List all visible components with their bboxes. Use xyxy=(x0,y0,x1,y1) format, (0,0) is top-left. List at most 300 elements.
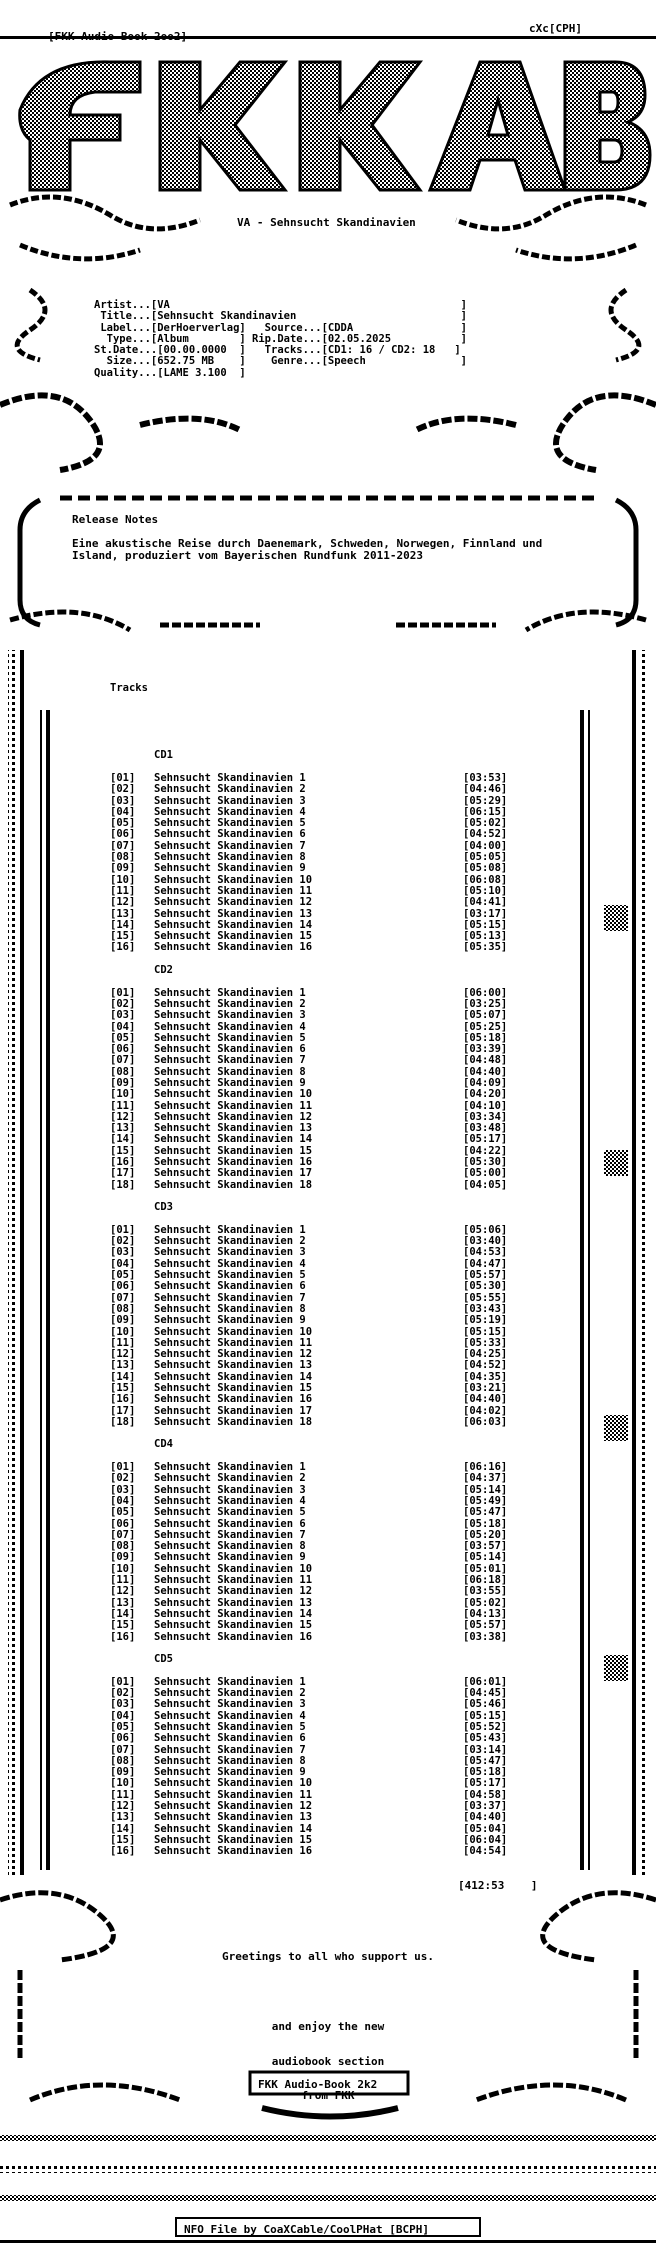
track-duration: [03:21] xyxy=(463,1382,508,1394)
track-row xyxy=(110,1846,543,1857)
track-number: [09] xyxy=(110,1551,136,1564)
track-title: Sehnsucht Skandinavien 15 xyxy=(154,1382,313,1394)
track-duration: [05:33] xyxy=(463,1336,508,1349)
track-number: [18] xyxy=(110,1415,136,1428)
track-duration: [05:19] xyxy=(463,1314,508,1327)
track-title: Sehnsucht Skandinavien 6 xyxy=(154,828,306,841)
track-duration: [05:05] xyxy=(463,851,508,864)
track-number: [04] xyxy=(110,1257,136,1270)
notes-top-swirls xyxy=(0,395,656,470)
enjoy-text xyxy=(0,1998,656,2113)
track-title: Sehnsucht Skandinavien 17 xyxy=(154,1167,313,1180)
track-number: [14] xyxy=(110,1133,136,1146)
ripper-credit: cXc[CPH] xyxy=(529,22,582,35)
track-title: Sehnsucht Skandinavien 11 xyxy=(154,1574,313,1587)
track-number: [16] xyxy=(110,941,136,954)
track-row xyxy=(110,1394,543,1405)
track-duration: [05:14] xyxy=(463,1483,508,1496)
track-duration: [05:15] xyxy=(463,1709,508,1722)
track-title: Sehnsucht Skandinavien 10 xyxy=(154,1325,313,1338)
track-title: Sehnsucht Skandinavien 14 xyxy=(154,1370,313,1383)
total-duration: [412:53 ] xyxy=(458,1879,538,1892)
track-title: Sehnsucht Skandinavien 5 xyxy=(154,1506,306,1519)
track-number: [15] xyxy=(110,1382,136,1394)
track-row xyxy=(110,863,543,874)
track-title: Sehnsucht Skandinavien 8 xyxy=(154,851,306,864)
track-number: [14] xyxy=(110,1607,136,1620)
greetings: Greetings to all who support us. xyxy=(222,1950,434,1963)
track-number: [08] xyxy=(110,1540,136,1553)
track-duration: [06:08] xyxy=(463,873,508,886)
track-title: Sehnsucht Skandinavien 16 xyxy=(154,1393,313,1406)
track-row xyxy=(110,1360,543,1371)
track-duration: [04:40] xyxy=(463,1065,508,1078)
track-title: Sehnsucht Skandinavien 16 xyxy=(154,941,313,954)
track-title: Sehnsucht Skandinavien 7 xyxy=(154,1054,306,1067)
track-number: [06] xyxy=(110,828,136,841)
track-number: [13] xyxy=(110,1596,136,1609)
track-number: [12] xyxy=(110,1799,136,1812)
track-number: [08] xyxy=(110,1302,136,1315)
track-title: Sehnsucht Skandinavien 14 xyxy=(154,1133,313,1146)
track-number: [03] xyxy=(110,794,136,807)
track-title: Sehnsucht Skandinavien 10 xyxy=(154,1777,313,1790)
track-row xyxy=(110,1417,543,1428)
track-number: [02] xyxy=(110,783,136,796)
track-number: [13] xyxy=(110,1359,136,1372)
track-duration: [05:47] xyxy=(463,1506,508,1519)
track-title: Sehnsucht Skandinavien 16 xyxy=(154,1156,313,1169)
enjoy-line: audiobook section xyxy=(271,2054,385,2068)
track-duration: [05:00] xyxy=(463,1167,508,1180)
track-duration: [04:40] xyxy=(463,1393,508,1406)
track-row xyxy=(110,1733,543,1744)
track-duration: [03:38] xyxy=(463,1630,508,1643)
track-duration: [04:52] xyxy=(463,828,508,841)
track-title: Sehnsucht Skandinavien 11 xyxy=(154,884,313,897)
track-title: Sehnsucht Skandinavien 10 xyxy=(154,873,313,886)
track-row xyxy=(110,1620,543,1631)
info-line: Artist...[VA ] xyxy=(94,299,467,311)
track-row xyxy=(110,1168,543,1179)
track-title: Sehnsucht Skandinavien 8 xyxy=(154,1754,306,1767)
track-duration: [05:49] xyxy=(463,1494,508,1507)
track-duration: [05:47] xyxy=(463,1754,508,1767)
track-title: Sehnsucht Skandinavien 2 xyxy=(154,1235,306,1248)
track-title: Sehnsucht Skandinavien 18 xyxy=(154,1178,313,1191)
track-duration: [03:34] xyxy=(463,1110,508,1123)
track-duration: [06:18] xyxy=(463,1574,508,1587)
track-title: Sehnsucht Skandinavien 1 xyxy=(154,1675,306,1688)
cd-label: CD1 xyxy=(154,749,173,762)
track-row xyxy=(110,1089,543,1100)
track-title: Sehnsucht Skandinavien 1 xyxy=(154,771,306,784)
track-number: [18] xyxy=(110,1178,136,1191)
track-title: Sehnsucht Skandinavien 9 xyxy=(154,1551,306,1564)
track-title: Sehnsucht Skandinavien 1 xyxy=(154,986,306,999)
track-duration: [04:53] xyxy=(463,1246,508,1259)
tracklist xyxy=(110,660,543,1880)
track-number: [09] xyxy=(110,1076,136,1089)
track-duration: [04:25] xyxy=(463,1348,508,1361)
track-number: [11] xyxy=(110,1336,136,1349)
track-duration: [05:52] xyxy=(463,1720,508,1733)
track-duration: [04:35] xyxy=(463,1370,508,1383)
track-duration: [04:20] xyxy=(463,1088,508,1101)
track-title: Sehnsucht Skandinavien 6 xyxy=(154,1732,306,1745)
track-title: Sehnsucht Skandinavien 3 xyxy=(154,1009,306,1022)
track-row xyxy=(110,1055,543,1066)
track-number: [11] xyxy=(110,1099,136,1112)
track-number: [05] xyxy=(110,1031,136,1044)
track-duration: [05:46] xyxy=(463,1698,508,1711)
info-line: Title...[Sehnsucht Skandinavien ] xyxy=(94,310,467,323)
track-title: Sehnsucht Skandinavien 5 xyxy=(154,1031,306,1044)
tracks-top-swirls xyxy=(10,612,646,630)
track-duration: [04:13] xyxy=(463,1607,508,1620)
track-number: [12] xyxy=(110,1585,136,1598)
track-duration: [05:18] xyxy=(463,1517,508,1530)
track-duration: [03:14] xyxy=(463,1743,508,1756)
track-number: [11] xyxy=(110,1788,136,1801)
track-number: [14] xyxy=(110,918,136,931)
enjoy-line: and enjoy the new xyxy=(271,2020,385,2033)
track-title: Sehnsucht Skandinavien 14 xyxy=(154,918,313,931)
track-number: [09] xyxy=(110,1766,136,1779)
track-duration: [05:25] xyxy=(463,1020,508,1033)
notes-heading: Release Notes xyxy=(72,513,159,526)
info-line: Label...[DerHoerverlag] Source...[CDDA ] xyxy=(94,321,467,334)
track-number: [07] xyxy=(110,839,136,852)
track-row xyxy=(110,1315,543,1326)
track-duration: [04:41] xyxy=(463,896,508,909)
track-number: [06] xyxy=(110,1043,136,1056)
track-title: Sehnsucht Skandinavien 13 xyxy=(154,1122,313,1135)
track-number: [04] xyxy=(110,1020,136,1033)
track-duration: [05:02] xyxy=(463,1596,508,1609)
track-duration: [05:07] xyxy=(463,1009,508,1022)
logo-text xyxy=(0,0,1,1)
track-title: Sehnsucht Skandinavien 12 xyxy=(154,1110,313,1123)
track-number: [03] xyxy=(110,1246,136,1259)
track-number: [04] xyxy=(110,1494,136,1507)
track-title: Sehnsucht Skandinavien 12 xyxy=(154,1348,313,1361)
track-number: [04] xyxy=(110,805,136,818)
track-title: Sehnsucht Skandinavien 12 xyxy=(154,1585,313,1598)
track-duration: [04:02] xyxy=(463,1404,508,1417)
info-line: Quality...[LAME 3.100 ] xyxy=(94,366,246,379)
track-duration: [04:00] xyxy=(463,839,508,852)
track-number: [10] xyxy=(110,1562,136,1575)
track-duration: [05:13] xyxy=(463,930,508,943)
track-row xyxy=(110,897,543,908)
track-duration: [05:55] xyxy=(463,1291,508,1304)
track-title: Sehnsucht Skandinavien 4 xyxy=(154,805,306,818)
track-title: Sehnsucht Skandinavien 14 xyxy=(154,1822,313,1835)
track-row xyxy=(110,1778,543,1789)
track-number: [16] xyxy=(110,1630,136,1643)
track-number: [01] xyxy=(110,986,136,999)
track-number: [12] xyxy=(110,896,136,909)
track-duration: [05:08] xyxy=(463,862,508,875)
track-duration: [05:43] xyxy=(463,1732,508,1745)
track-number: [01] xyxy=(110,1675,136,1688)
track-title: Sehnsucht Skandinavien 8 xyxy=(154,1065,306,1078)
track-title: Sehnsucht Skandinavien 3 xyxy=(154,1483,306,1496)
track-title: Sehnsucht Skandinavien 13 xyxy=(154,1811,313,1824)
track-duration: [04:40] xyxy=(463,1811,508,1824)
track-row xyxy=(110,942,543,953)
track-duration: [03:40] xyxy=(463,1235,508,1248)
track-duration: [05:57] xyxy=(463,1619,508,1632)
group-tag: [FKK Audio Book 2oo2] xyxy=(48,30,188,43)
track-row xyxy=(110,1507,543,1518)
track-title: Sehnsucht Skandinavien 7 xyxy=(154,839,306,852)
track-duration: [04:37] xyxy=(463,1472,508,1485)
track-title: Sehnsucht Skandinavien 16 xyxy=(154,1630,313,1643)
track-number: [03] xyxy=(110,1483,136,1496)
track-title: Sehnsucht Skandinavien 14 xyxy=(154,1607,313,1620)
track-title: Sehnsucht Skandinavien 15 xyxy=(154,1144,313,1157)
track-number: [12] xyxy=(110,1110,136,1123)
track-duration: [03:57] xyxy=(463,1540,508,1553)
track-duration: [05:18] xyxy=(463,1031,508,1044)
track-duration: [04:48] xyxy=(463,1054,508,1067)
track-number: [12] xyxy=(110,1348,136,1361)
track-number: [15] xyxy=(110,1833,136,1846)
info-line: Size...[652.75 MB ] Genre...[Speech ] xyxy=(94,355,467,368)
track-number: [10] xyxy=(110,1325,136,1338)
track-number: [06] xyxy=(110,1280,136,1293)
track-title: Sehnsucht Skandinavien 4 xyxy=(154,1494,306,1507)
track-number: [15] xyxy=(110,1619,136,1632)
track-title: Sehnsucht Skandinavien 16 xyxy=(154,1845,313,1858)
track-title: Sehnsucht Skandinavien 12 xyxy=(154,1799,313,1812)
track-title: Sehnsucht Skandinavien 12 xyxy=(154,896,313,909)
track-duration: [05:57] xyxy=(463,1269,508,1282)
track-number: [05] xyxy=(110,1269,136,1282)
track-number: [01] xyxy=(110,1461,136,1474)
track-number: [02] xyxy=(110,1472,136,1485)
track-title: Sehnsucht Skandinavien 7 xyxy=(154,1291,306,1304)
track-title: Sehnsucht Skandinavien 10 xyxy=(154,1088,313,1101)
track-title: Sehnsucht Skandinavien 17 xyxy=(154,1404,313,1417)
track-row xyxy=(110,1632,543,1643)
track-title: Sehnsucht Skandinavien 2 xyxy=(154,783,306,796)
track-title: Sehnsucht Skandinavien 15 xyxy=(154,1619,313,1632)
enjoy-line: from FKK xyxy=(301,2089,355,2102)
track-duration: [05:02] xyxy=(463,817,508,830)
info-line: St.Date...[00.00.0000 ] Tracks...[CD1: 16 / CD2: 18 ] xyxy=(94,344,461,357)
track-duration: [05:15] xyxy=(463,918,508,931)
cd-label: CD4 xyxy=(154,1438,173,1451)
track-title: Sehnsucht Skandinavien 7 xyxy=(154,1743,306,1756)
track-title: Sehnsucht Skandinavien 11 xyxy=(154,1336,313,1349)
track-row xyxy=(110,1586,543,1597)
track-number: [13] xyxy=(110,907,136,920)
track-duration: [04:09] xyxy=(463,1076,508,1089)
track-number: [10] xyxy=(110,873,136,886)
track-number: [01] xyxy=(110,771,136,784)
track-number: [07] xyxy=(110,1743,136,1756)
track-row xyxy=(110,784,543,795)
track-duration: [05:30] xyxy=(463,1156,508,1169)
track-number: [03] xyxy=(110,1009,136,1022)
track-title: Sehnsucht Skandinavien 1 xyxy=(154,1223,306,1236)
track-duration: [06:00] xyxy=(463,986,508,999)
track-title: Sehnsucht Skandinavien 8 xyxy=(154,1302,306,1315)
track-duration: [03:39] xyxy=(463,1043,508,1056)
track-number: [09] xyxy=(110,1314,136,1327)
track-number: [16] xyxy=(110,1156,136,1169)
track-title: Sehnsucht Skandinavien 7 xyxy=(154,1528,306,1541)
track-title: Sehnsucht Skandinavien 18 xyxy=(154,1415,313,1428)
release-info xyxy=(94,300,467,379)
cd-label: CD3 xyxy=(154,1201,173,1214)
track-number: [15] xyxy=(110,930,136,943)
track-number: [13] xyxy=(110,1811,136,1824)
track-number: [11] xyxy=(110,1574,136,1587)
track-title: Sehnsucht Skandinavien 5 xyxy=(154,1269,306,1282)
track-number: [17] xyxy=(110,1404,136,1417)
track-number: [02] xyxy=(110,997,136,1010)
track-number: [10] xyxy=(110,1777,136,1790)
track-number: [08] xyxy=(110,851,136,864)
track-duration: [03:48] xyxy=(463,1122,508,1135)
track-title: Sehnsucht Skandinavien 3 xyxy=(154,794,306,807)
track-title: Sehnsucht Skandinavien 9 xyxy=(154,1766,306,1779)
notes-text: Eine akustische Reise durch Daenemark, Schweden, Norwegen, Finnland und Island, produziert vom Bayerischen Rundfunk 2011-2023 xyxy=(72,537,543,562)
track-title: Sehnsucht Skandinavien 15 xyxy=(154,1833,313,1846)
track-number: [14] xyxy=(110,1370,136,1383)
track-duration: [03:17] xyxy=(463,907,508,920)
track-title: Sehnsucht Skandinavien 4 xyxy=(154,1709,306,1722)
track-number: [16] xyxy=(110,1393,136,1406)
fkkab-logo xyxy=(0,36,656,190)
track-number: [06] xyxy=(110,1732,136,1745)
track-title: Sehnsucht Skandinavien 1 xyxy=(154,1461,306,1474)
track-title: Sehnsucht Skandinavien 15 xyxy=(154,930,313,943)
track-number: [04] xyxy=(110,1709,136,1722)
track-title: Sehnsucht Skandinavien 8 xyxy=(154,1540,306,1553)
track-duration: [04:46] xyxy=(463,783,508,796)
track-title: Sehnsucht Skandinavien 9 xyxy=(154,862,306,875)
track-title: Sehnsucht Skandinavien 5 xyxy=(154,1720,306,1733)
track-duration: [04:10] xyxy=(463,1099,508,1112)
track-duration: [06:01] xyxy=(463,1675,508,1688)
track-title: Sehnsucht Skandinavien 4 xyxy=(154,1020,306,1033)
track-title: Sehnsucht Skandinavien 9 xyxy=(154,1076,306,1089)
track-number: [15] xyxy=(110,1144,136,1157)
track-duration: [04:54] xyxy=(463,1845,508,1858)
track-duration: [04:05] xyxy=(463,1178,508,1191)
track-title: Sehnsucht Skandinavien 9 xyxy=(154,1314,306,1327)
track-title: Sehnsucht Skandinavien 6 xyxy=(154,1280,306,1293)
release-title: VA - Sehnsucht Skandinavien xyxy=(237,216,416,229)
track-title: Sehnsucht Skandinavien 13 xyxy=(154,907,313,920)
track-duration: [05:10] xyxy=(463,884,508,897)
track-row xyxy=(110,1812,543,1823)
track-duration: [04:22] xyxy=(463,1144,508,1157)
track-duration: [03:53] xyxy=(463,771,508,784)
track-row xyxy=(110,1180,543,1191)
track-title: Sehnsucht Skandinavien 11 xyxy=(154,1788,313,1801)
track-title: Sehnsucht Skandinavien 2 xyxy=(154,997,306,1010)
track-title: Sehnsucht Skandinavien 5 xyxy=(154,817,306,830)
track-title: Sehnsucht Skandinavien 3 xyxy=(154,1246,306,1259)
tracks-heading: Tracks xyxy=(110,681,148,694)
track-row xyxy=(110,1699,543,1710)
track-duration: [06:16] xyxy=(463,1461,508,1474)
track-number: [03] xyxy=(110,1698,136,1711)
track-number: [07] xyxy=(110,1054,136,1067)
track-number: [14] xyxy=(110,1822,136,1835)
track-title: Sehnsucht Skandinavien 10 xyxy=(154,1562,313,1575)
track-number: [08] xyxy=(110,1754,136,1767)
track-title: Sehnsucht Skandinavien 4 xyxy=(154,1257,306,1270)
track-number: [08] xyxy=(110,1065,136,1078)
cd-container xyxy=(110,750,543,1868)
track-duration: [05:35] xyxy=(463,941,508,954)
track-number: [02] xyxy=(110,1687,136,1700)
track-duration: [03:43] xyxy=(463,1302,508,1315)
track-number: [17] xyxy=(110,1167,136,1180)
track-title: Sehnsucht Skandinavien 6 xyxy=(154,1517,306,1530)
track-number: [02] xyxy=(110,1235,136,1248)
track-title: Sehnsucht Skandinavien 2 xyxy=(154,1472,306,1485)
track-duration: [03:25] xyxy=(463,997,508,1010)
track-duration: [06:04] xyxy=(463,1833,508,1846)
track-number: [07] xyxy=(110,1291,136,1304)
track-duration: [05:15] xyxy=(463,1325,508,1338)
track-number: [16] xyxy=(110,1845,136,1858)
track-title: Sehnsucht Skandinavien 13 xyxy=(154,1359,313,1372)
track-duration: [05:14] xyxy=(463,1551,508,1564)
track-duration: [05:18] xyxy=(463,1766,508,1779)
track-duration: [04:47] xyxy=(463,1257,508,1270)
track-duration: [05:29] xyxy=(463,794,508,807)
track-number: [01] xyxy=(110,1223,136,1236)
track-row xyxy=(110,1010,543,1021)
track-number: [05] xyxy=(110,1720,136,1733)
track-duration: [05:06] xyxy=(463,1223,508,1236)
track-number: [05] xyxy=(110,1506,136,1519)
track-number: [10] xyxy=(110,1088,136,1101)
track-duration: [06:03] xyxy=(463,1415,508,1428)
release-notes xyxy=(72,514,592,574)
track-number: [07] xyxy=(110,1528,136,1541)
track-duration: [04:45] xyxy=(463,1687,508,1700)
track-row xyxy=(110,1281,543,1292)
track-row xyxy=(110,1473,543,1484)
track-title: Sehnsucht Skandinavien 6 xyxy=(154,1043,306,1056)
info-line: Type...[Album ] Rip.Date...[02.05.2025 ] xyxy=(94,332,467,345)
nfo-credit: NFO File by CoaXCable/CoolPHat [BCPH] xyxy=(184,2223,430,2236)
track-duration: [05:30] xyxy=(463,1280,508,1293)
track-number: [05] xyxy=(110,817,136,830)
cd-label: CD2 xyxy=(154,964,173,977)
track-duration: [05:01] xyxy=(463,1562,508,1575)
track-number: [09] xyxy=(110,862,136,875)
track-duration: [06:15] xyxy=(463,805,508,818)
footer-brand: FKK Audio-Book 2k2 xyxy=(258,2078,378,2091)
track-duration: [05:17] xyxy=(463,1133,508,1146)
track-duration: [04:52] xyxy=(463,1359,508,1372)
track-duration: [04:58] xyxy=(463,1788,508,1801)
track-number: [11] xyxy=(110,884,136,897)
track-duration: [05:17] xyxy=(463,1777,508,1790)
track-duration: [05:20] xyxy=(463,1528,508,1541)
